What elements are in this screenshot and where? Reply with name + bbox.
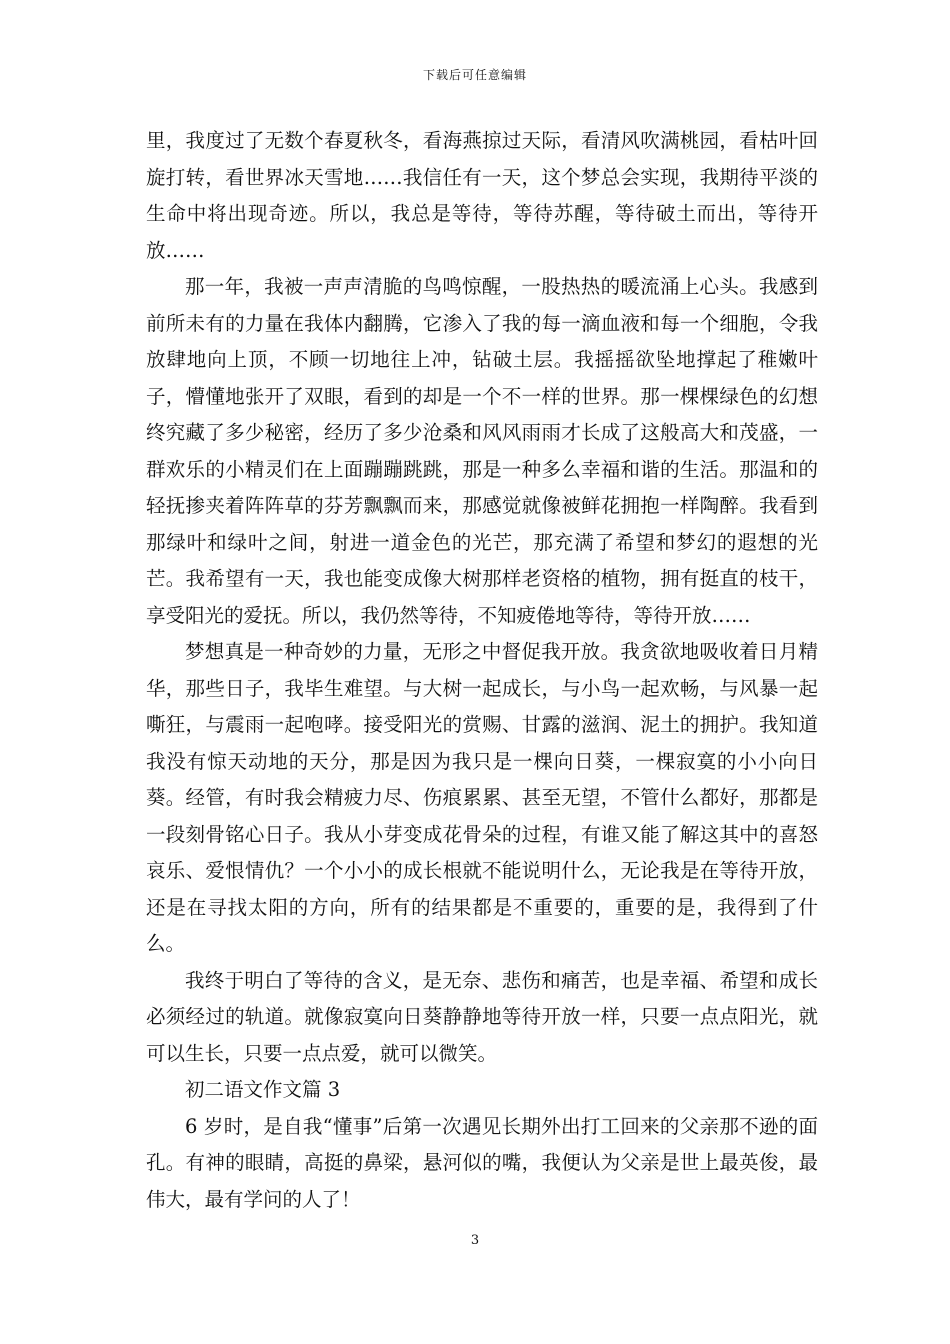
paragraph: 我终于明白了等待的含义，是无奈、悲伤和痛苦，也是幸福、希望和成长必须经过的轨道。就像寂寞向日葵静静地等待开放一样，只要一点点阳光，就可以生长，只要一点点爱，就可以微笑。: [146, 968, 818, 1065]
paragraph: 6 岁时，是自我“懂事”后第一次遇见长期外出打工回来的父亲那不逊的面孔。有神的眼睛，高挺的鼻梁，悬河似的嘴，我便认为父亲是世上最英俊，最伟大，最有学问的人了！: [146, 1114, 818, 1211]
document-body: [146, 123, 818, 1218]
section-title: 初二语文作文篇 3: [185, 1078, 341, 1101]
paragraph: 梦想真是一种奇妙的力量，无形之中督促我开放。我贪欲地吸收着日月精华，那些日子，我毕生难望。与大树一起成长，与小鸟一起欢畅，与风暴一起嘶狂，与震雨一起咆哮。接受阳光的赏赐、甘露的滋润、泥土的拥护。我知道我没有惊天动地的天分，那是因为我只是一棵向日葵，一棵寂寞的小小向日葵。经管，有时我会精疲力尽、伤痕累累、甚至无望，不管什么都好，那都是一段刻骨铭心日子。我从小芽变成花骨朵的过程，有谁又能了解这其中的喜怒哀乐、爱恨情仇？一个小小的成长根就不能说明什么，无论我是在等待开放，还是在寻找太阳的方向，所有的结果都是不重要的，重要的是，我得到了什么。: [146, 640, 818, 955]
page-header: 下载后可任意编辑: [422, 68, 527, 82]
paragraph-continuation: 里，我度过了无数个春夏秋冬，看海燕掠过天际，看清风吹满桃园，看枯叶回旋打转，看世界冰天雪地……我信任有一天，这个梦总会实现，我期待平淡的生命中将出现奇迹。所以，我总是等待，等待苏醒，等待破土而出，等待开放……: [146, 129, 818, 262]
paragraph: 那一年，我被一声声清脆的鸟鸣惊醒，一股热热的暖流涌上心头。我感到前所未有的力量在我体内翻腾，它渗入了我的每一滴血液和每一个细胞，令我放肆地向上顶，不顾一切地往上冲，钻破土层。我摇摇欲坠地撑起了稚嫩叶子，懵懂地张开了双眼，看到的却是一个不一样的世界。那一棵棵绿色的幻想终究藏了多少秘密，经历了多少沧桑和风风雨雨才长成了这般高大和茂盛，一群欢乐的小精灵们在上面蹦蹦跳跳，那是一种多么幸福和谐的生活。那温和的轻抚掺夹着阵阵草的芬芳飘飘而来，那感觉就像被鲜花拥抱一样陶醉。我看到那绿叶和绿叶之间，射进一道金色的光芒，那充满了希望和梦幻的遐想的光芒。我希望有一天，我也能变成像大树那样老资格的植物，拥有挺直的枝干，享受阳光的爱抚。所以，我仍然等待，不知疲倦地等待，等待开放……: [146, 275, 818, 627]
page-number: 3: [470, 1233, 480, 1248]
